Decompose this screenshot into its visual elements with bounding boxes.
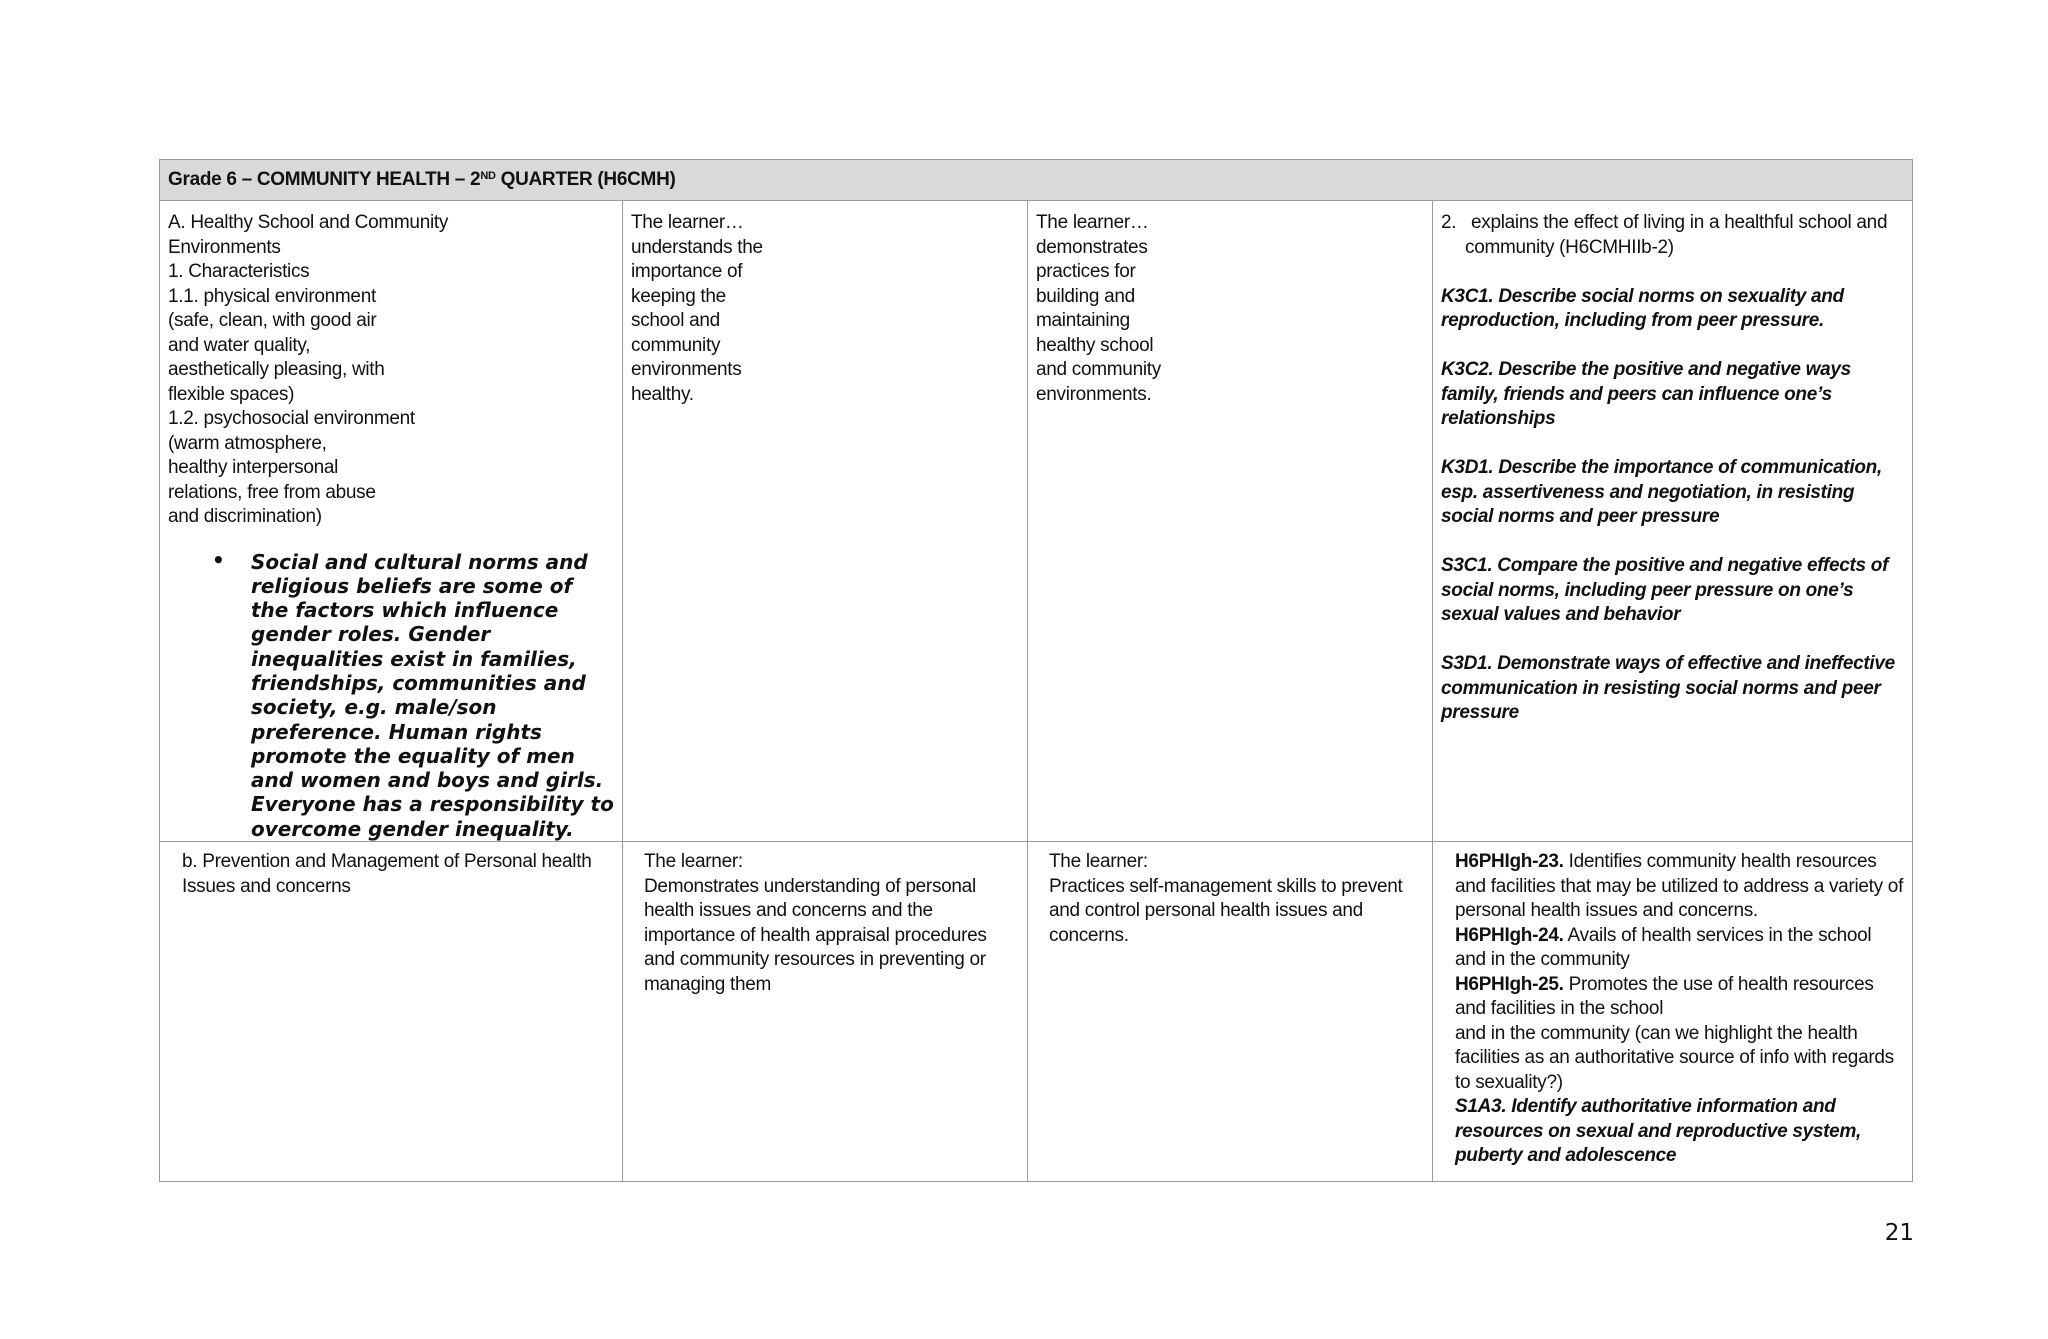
content-line: (safe, clean, with good air bbox=[168, 310, 377, 331]
curriculum-table bbox=[159, 159, 1913, 1182]
competency-item-s3d1: S3D1. Demonstrate ways of effective and ineffective communication in resisting social norms and peer pressure bbox=[1441, 653, 1895, 723]
competency-item-k3c1: K3C1. Describe social norms on sexuality and reproduction, including from peer pressure. bbox=[1441, 285, 1844, 331]
table-header bbox=[160, 160, 1913, 201]
standard-line: environments bbox=[631, 359, 742, 380]
performance-line: healthy school bbox=[1036, 334, 1154, 356]
competency-item-s1a3: S1A3. Identify authoritative information and resources on sexual and reproductive system, puberty and adolescence bbox=[1455, 1096, 1862, 1167]
performance-text: Practices self-management skills to prevent and control personal health issues and concerns. bbox=[1049, 875, 1403, 946]
gender-norms-bullet bbox=[212, 547, 614, 842]
page-number: 21 bbox=[1884, 1220, 1914, 1246]
competency-text: Identifies community health resources and facilities that may be utilized to address a variety of personal health issues and concerns. bbox=[1455, 851, 1904, 922]
performance-line: practices for bbox=[1036, 261, 1136, 282]
competency-code: H6PHIgh-24. bbox=[1455, 924, 1564, 946]
performance-line: environments. bbox=[1036, 383, 1152, 405]
bullet-text: Social and cultural norms and religious beliefs are some of the factors which influence gender roles. Gender inequalities exist in families, friendships, communities and society, e.g. male/son preference. Human rights promote the equality of men and women and boys and girls. Everyone has a responsibility to overcome gender inequality. bbox=[251, 549, 614, 841]
content-line: 1.2. psychosocial environment bbox=[168, 408, 415, 429]
competency-text: Avails of health services in the school and in the community bbox=[1455, 924, 1872, 971]
standard-line: importance of bbox=[631, 261, 743, 282]
content-line: and water quality, bbox=[168, 334, 311, 356]
bullet-list bbox=[168, 547, 614, 842]
competency-text: Promotes the use of health resources and facilities in the school bbox=[1455, 973, 1874, 1020]
content-cell bbox=[160, 842, 623, 1182]
bullet-icon: • bbox=[212, 547, 225, 572]
content-line: (warm atmosphere, bbox=[168, 432, 327, 454]
content-line: relations, free from abuse bbox=[168, 481, 376, 503]
performance-line: maintaining bbox=[1036, 310, 1130, 331]
competency-cell bbox=[1433, 201, 1913, 842]
content-standard-cell bbox=[623, 201, 1028, 842]
standard-line: healthy. bbox=[631, 383, 694, 405]
objective-number: 2. bbox=[1441, 212, 1457, 233]
competency-item-s3c1: S3C1. Compare the positive and negative effects of social norms, including peer pressure on one’s sexual values and behavior bbox=[1441, 555, 1889, 625]
performance-line: demonstrates bbox=[1036, 236, 1148, 258]
standard-line: understands the bbox=[631, 236, 763, 258]
competency-h6phigh-24 bbox=[1455, 924, 1906, 973]
content-cell bbox=[160, 201, 623, 842]
competency-item-k3c2: K3C2. Describe the positive and negative ways family, friends and peers can influence one’s relationships bbox=[1441, 359, 1851, 429]
standard-line: keeping the bbox=[631, 285, 726, 307]
content-line: and discrimination) bbox=[168, 506, 322, 527]
content-line: Environments bbox=[168, 236, 281, 258]
competency-code: H6PHIgh-25. bbox=[1455, 973, 1564, 995]
header-title: Grade 6 – COMMUNITY HEALTH – 2ND QUARTER (H6CMH) bbox=[168, 168, 676, 190]
standard-line: The learner… bbox=[631, 212, 744, 233]
content-line: aesthetically pleasing, with bbox=[168, 359, 385, 380]
standard-text: Demonstrates understanding of personal health issues and concerns and the importance of health appraisal procedures and community resources in preventing or managing them bbox=[644, 875, 987, 995]
performance-intro: The learner: bbox=[1049, 851, 1148, 873]
competency-extra-text: and in the community (can we highlight the health facilities as an authoritative source of info with regards to sexuality?) bbox=[1455, 1022, 1894, 1093]
performance-line: building and bbox=[1036, 285, 1135, 307]
competency-h6phigh-25 bbox=[1455, 973, 1906, 1022]
content-text: b. Prevention and Management of Personal health Issues and concerns bbox=[182, 851, 592, 897]
performance-line: and community bbox=[1036, 359, 1161, 380]
table-row bbox=[160, 842, 1913, 1182]
content-line: healthy interpersonal bbox=[168, 457, 339, 478]
standard-line: community bbox=[631, 334, 721, 356]
content-line: flexible spaces) bbox=[168, 383, 295, 405]
performance-line: The learner… bbox=[1036, 212, 1149, 233]
standard-intro: The learner: bbox=[644, 851, 743, 873]
objective-text: explains the effect of living in a healthful school and bbox=[1471, 212, 1888, 233]
standard-line: school and bbox=[631, 310, 720, 331]
performance-standard-cell bbox=[1028, 842, 1433, 1182]
content-line: 1.1. physical environment bbox=[168, 285, 376, 307]
competency-objective bbox=[1441, 211, 1904, 236]
competency-item-k3d1: K3D1. Describe the importance of communication, esp. assertiveness and negotiation, in resisting social norms and peer pressure bbox=[1441, 457, 1882, 527]
objective-text-continued: community (H6CMHIIb-2) bbox=[1465, 236, 1674, 258]
competency-h6phigh-23 bbox=[1455, 850, 1906, 924]
content-standard-cell bbox=[623, 842, 1028, 1182]
competency-code: H6PHIgh-23. bbox=[1455, 851, 1564, 873]
table-row bbox=[160, 201, 1913, 842]
content-line: 1. Characteristics bbox=[168, 261, 310, 282]
competency-cell bbox=[1433, 842, 1913, 1182]
performance-standard-cell bbox=[1028, 201, 1433, 842]
content-line: A. Healthy School and Community bbox=[168, 212, 449, 233]
